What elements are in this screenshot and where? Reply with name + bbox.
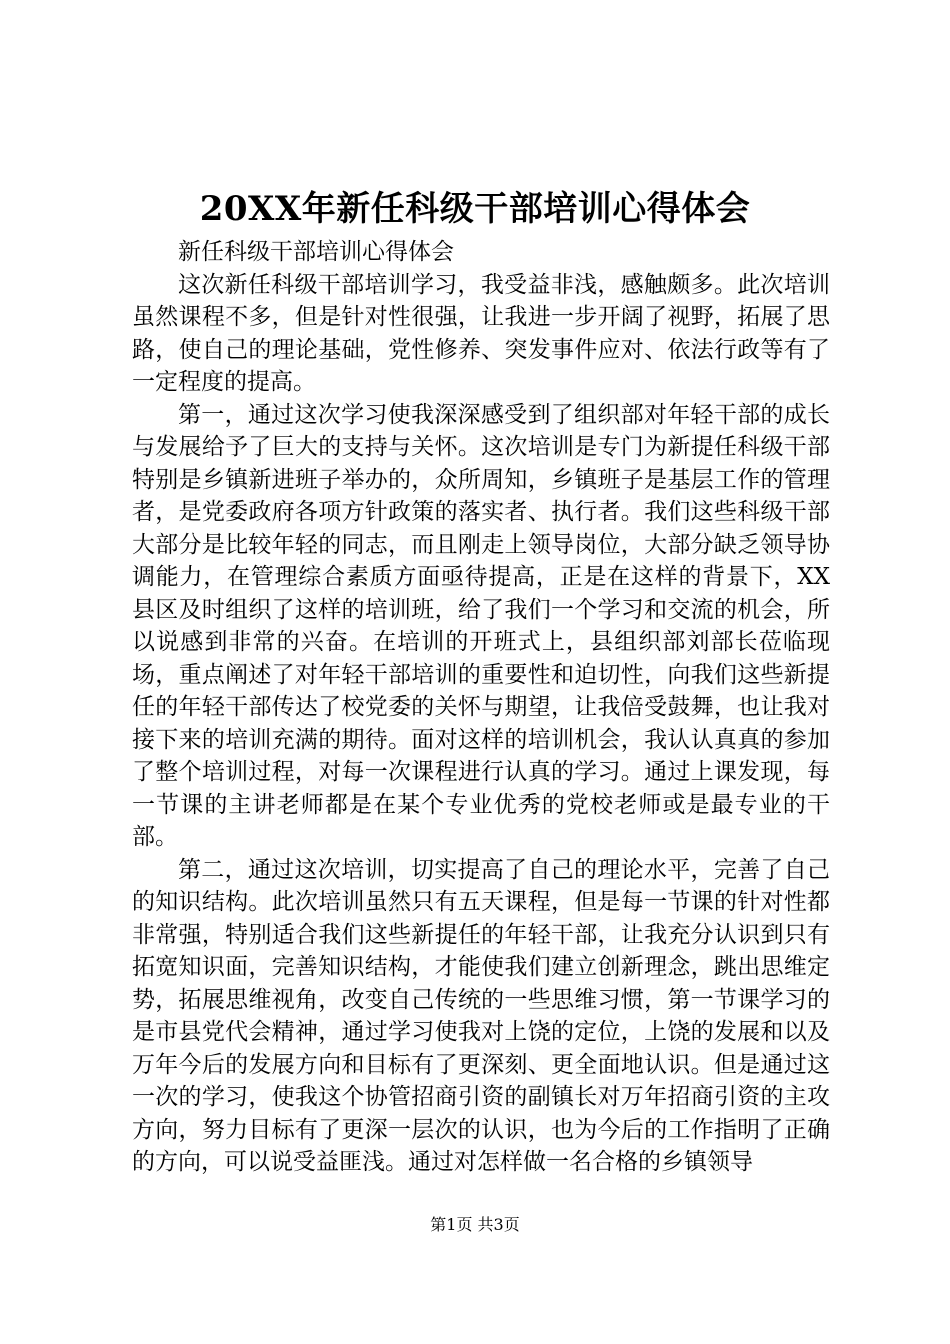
- paragraph-second-point: 第二，通过这次培训，切实提高了自己的理论水平，完善了自己的知识结构。此次培训虽然只有五天课程，但是每一节课的针对性都非常强，特别适合我们这些新提任的年轻干部，让我充分认识到只有拓宽知识面，完善知识结构，才能使我们建立创新理念，跳出思维定势，拓展思维视角，改变自己传统的一些思维习惯，第一节课学习的是市县党代会精神，通过学习使我对上饶的定位，上饶的发展和以及万年今后的发展方向和目标有了更深刻、更全面地认识。但是通过这一次的学习，使我这个协管招商引资的副镇长对万年招商引资的主攻方向，努力目标有了更深一层次的认识，也为今后的工作指明了正确的方向，可以说受益匪浅。通过对怎样做一名合格的乡镇领导: [132, 856, 830, 1175]
- page-number-footer: 第1页 共3页: [430, 1215, 520, 1234]
- document-title: 20XX年新任科级干部培训心得体会: [199, 189, 751, 229]
- paragraph-first-point: 第一，通过这次学习使我深深感受到了组织部对年轻干部的成长与发展给予了巨大的支持与关怀。这次培训是专门为新提任科级干部特别是乡镇新进班子举办的，众所周知，乡镇班子是基层工作的管理者，是党委政府各项方针政策的落实者、执行者。我们这些科级干部大部分是比较年轻的同志，而且刚走上领导岗位，大部分缺乏领导协调能力，在管理综合素质方面亟待提高，正是在这样的背景下，XX县区及时组织了这样的培训班，给了我们一个学习和交流的机会，所以说感到非常的兴奋。在培训的开班式上，县组织部刘部长莅临现场，重点阐述了对年轻干部培训的重要性和迫切性，向我们这些新提任的年轻干部传达了校党委的关怀与期望，让我倍受鼓舞，也让我对接下来的培训充满的期待。面对这样的培训机会，我认认真真的参加了整个培训过程，对每一次课程进行认真的学习。通过上课发现，每一节课的主讲老师都是在某个专业优秀的党校老师或是最专业的干部。: [132, 401, 830, 850]
- document-body: [132, 236, 830, 1179]
- paragraph-subtitle: 新任科级干部培训心得体会: [178, 239, 454, 265]
- paragraph-intro: 这次新任科级干部培训学习，我受益非浅，感触颇多。此次培训虽然课程不多，但是针对性很强，让我进一步开阔了视野，拓展了思路，使自己的理论基础，党性修养、突发事件应对、依法行政等有了一定程度的提高。: [132, 271, 830, 395]
